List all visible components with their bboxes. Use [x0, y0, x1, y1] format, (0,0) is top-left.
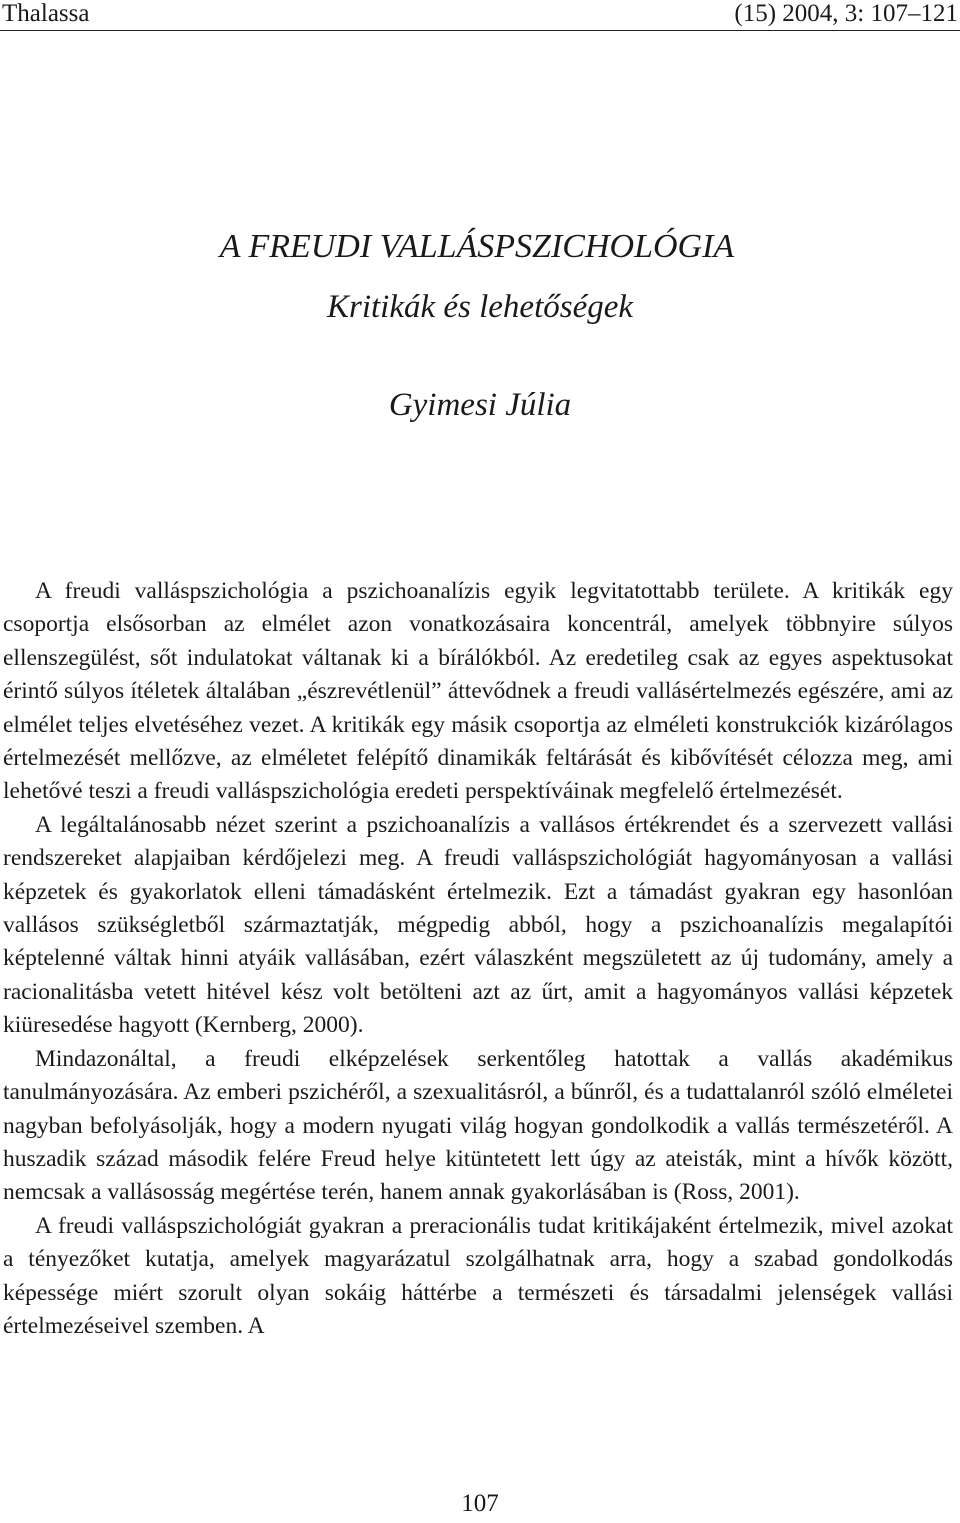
- paragraph: A legáltalánosabb nézet szerint a pszichoanalízis a vallásos értékrendet és a szervezett vallási rendszereket alapjaiban kérdőjelezi meg. A freudi valláspszichológiát hagyományosan a vallási képzetek és gyakorlatok elleni támadásként értelmezik. Ezt a támadást gyakran egy hasonlóan vallásos szükségletből származtatják, mégpedig abból, hogy a pszichoanalízis megalapítói képtelenné váltak hinni atyáik vallásában, ezért válaszként megszületett az új tudomány, amely a racionalitásba vetett hitével kész volt betölteni azt az űrt, amit a hagyományos vallási képzetek kiüresedése hagyott (Kernberg, 2000).: [3, 811, 953, 1039]
- page-number: 107: [461, 1490, 499, 1517]
- paragraph: Mindazonáltal, a freudi elképzelések serkentőleg hatottak a vallás akadémikus tanulmányozására. Az emberi pszichéről, a szexualitásról, a bűnről, és a tudattalanról szóló elméletei nagyban befolyásolják, hogy a modern nyugati világ hogyan gondolkodik a vallás természetéről. A huszadik század második felére Freud helye kitüntetett lett úgy az ateisták, mint a hívők között, nemcsak a vallásosság megértése terén, hanem annak gyakorlásában is (Ross, 2001).: [3, 1045, 953, 1206]
- running-header: [0, 0, 960, 31]
- issue-citation: (15) 2004, 3: 107–121: [734, 0, 958, 27]
- article-title: A FREUDI VALLÁSPSZICHOLÓGIA: [219, 228, 735, 265]
- paragraph-abstract: A freudi valláspszichológia a pszichoanalízis egyik legvitatottabb területe. A kritikák egy csoportja elsősorban az elmélet azon vonatkozásaira koncentrál, amelyek többnyire súlyos ellenszegülést, sőt indulatokat váltanak ki a bírálókból. Az eredetileg csak az egyes aspektusokat érintő súlyos ítéletek általában „észrevétlenül” áttevődnek a freudi vallásértelmezés egészére, ami az elmélet teljes elvetéséhez vezet. A kritikák egy másik csoportja az elméleti konstrukciók kizárólagos értelmezését mellőzve, az elméletet felépítő dinamikák feltárását és kibővítését célozza meg, ami lehetővé teszi a freudi valláspszichológia eredeti perspektíváinak megfelelő értelmezését.: [3, 578, 953, 805]
- body-text: [3, 575, 953, 1343]
- article-author: Gyimesi Júlia: [388, 387, 572, 423]
- paragraph: A freudi valláspszichológiát gyakran a preracionális tudat kritikájaként értelmezik, mivel azokat a tényezőket kutatja, amelyek magyarázatul szolgálhatnak arra, hogy a szabad gondolkodás képessége miért szorult olyan sokáig háttérbe a természeti és társadalmi jelenségek vallási értelmezéseivel szemben. A: [3, 1212, 953, 1339]
- title-block: [0, 224, 960, 428]
- journal-name: Thalassa: [2, 0, 90, 27]
- article-subtitle: Kritikák és lehetőségek: [326, 289, 634, 325]
